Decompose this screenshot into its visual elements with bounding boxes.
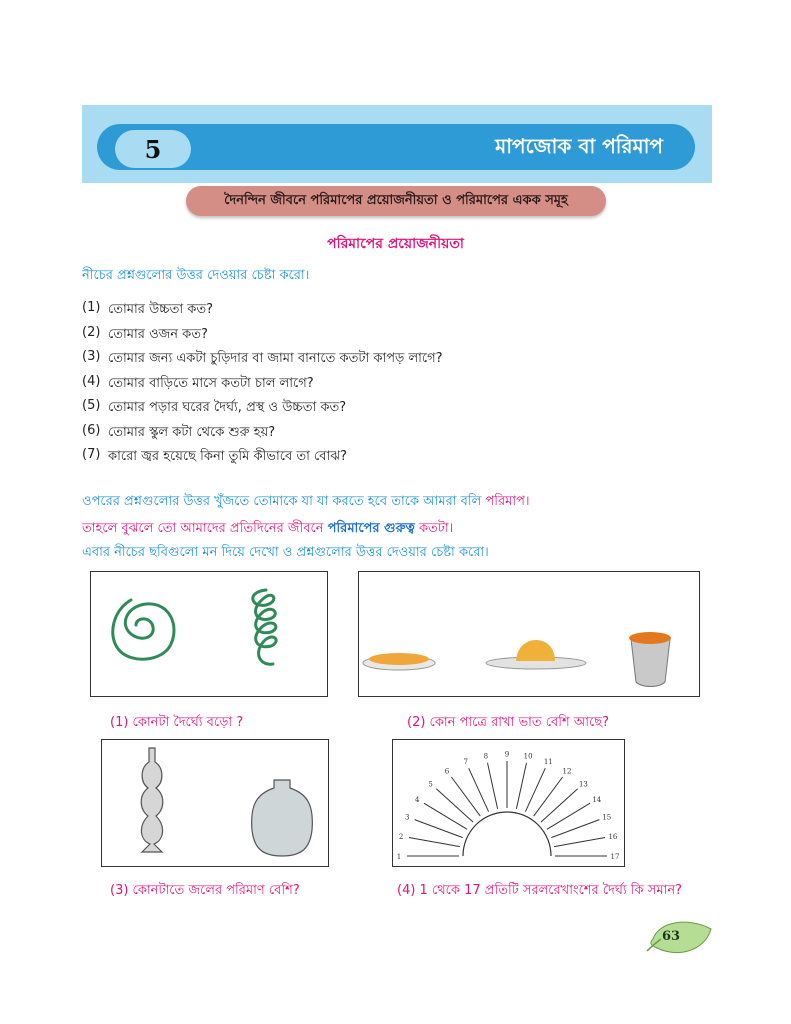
segment-label-12: 12 bbox=[562, 767, 572, 776]
question-number: (3) bbox=[82, 349, 101, 364]
segment-label-17: 17 bbox=[610, 853, 620, 861]
section-title-pill bbox=[186, 186, 606, 216]
segment-label-16: 16 bbox=[608, 833, 618, 841]
highlight-term: পরিমাপের গুরুত্ব bbox=[327, 521, 415, 536]
chapter-title: মাপজোক বা পরিমাপ bbox=[495, 134, 663, 158]
figure-caption-2: (2) কোন পাত্রে রাখা ভাত বেশি আছে? bbox=[407, 715, 610, 730]
tall-vase bbox=[141, 748, 163, 852]
rice-containers-illustration bbox=[359, 572, 699, 696]
line-segment-10 bbox=[516, 763, 526, 809]
question-item bbox=[82, 447, 443, 472]
paragraph-end: কতটা। bbox=[418, 521, 454, 536]
highlight-term: পরিমাপ bbox=[485, 494, 525, 509]
paragraph-definition bbox=[82, 492, 530, 513]
segment-label-8: 8 bbox=[483, 752, 489, 761]
question-item bbox=[82, 325, 443, 350]
figure-curves bbox=[90, 571, 328, 697]
paragraph-text: তাহলে বুঝলে তো আমাদের প্রতিদিনের জীবনে bbox=[82, 521, 324, 536]
segment-label-4: 4 bbox=[414, 796, 420, 804]
question-text: তোমার উচ্চতা কত? bbox=[108, 302, 214, 317]
question-list bbox=[82, 300, 443, 472]
question-number: (2) bbox=[82, 324, 101, 340]
question-text: কারো জ্বর হয়েছে কিনা তুমি কীভাবে তা বোঝ? bbox=[108, 449, 347, 464]
question-item bbox=[82, 423, 443, 448]
figure-caption-3: (3) কোনটাতে জলের পরিমাণ বেশি? bbox=[110, 883, 300, 898]
segment-label-2: 2 bbox=[398, 833, 404, 841]
segment-label-11: 11 bbox=[543, 758, 553, 767]
paragraph-instruction: এবার নীচের ছবিগুলো মন দিয়ে দেখো ও প্রশ্নগুলোর উত্তর দেওয়ার চেষ্টা করো। bbox=[82, 545, 489, 560]
figure-caption-4: (4) 1 থেকে 17 প্রতিটি সরলরেখাংশের দৈর্ঘ্য কি সমান? bbox=[397, 883, 682, 898]
segment-label-13: 13 bbox=[578, 780, 588, 789]
figure-line-segments bbox=[392, 739, 625, 867]
question-text: তোমার জন্য একটা চুড়িদার বা জামা বানাতে কতটা কাপড় লাগে? bbox=[108, 351, 443, 366]
segment-label-5: 5 bbox=[428, 780, 433, 789]
segment-label-3: 3 bbox=[404, 813, 410, 822]
leaf-shape bbox=[651, 922, 711, 952]
coil-curve bbox=[253, 590, 276, 664]
question-number: (1) bbox=[82, 300, 101, 315]
line-segment-8 bbox=[488, 763, 498, 809]
figure-caption-1: (1) কোনটা দৈর্ঘ্যে বড়ো ? bbox=[110, 715, 244, 730]
question-text: তোমার ওজন কত? bbox=[108, 326, 208, 342]
question-number: (4) bbox=[82, 373, 101, 389]
segment-label-1: 1 bbox=[396, 853, 402, 861]
question-number: (7) bbox=[82, 447, 101, 462]
bowl bbox=[631, 639, 670, 687]
chapter-number: 5 bbox=[144, 134, 162, 164]
line-segment-12 bbox=[534, 777, 563, 816]
line-segment-5 bbox=[436, 789, 473, 822]
paragraph-end: । bbox=[524, 494, 530, 509]
line-segment-6 bbox=[451, 777, 480, 816]
segment-label-10: 10 bbox=[523, 752, 533, 761]
paragraph-text: ওপরের প্রশ্নগুলোর উত্তর খুঁজতে তোমাকে যা যা করতে হবে তাকে আমরা বলি bbox=[82, 494, 482, 509]
segment-label-7: 7 bbox=[463, 758, 468, 767]
line-segment-2 bbox=[409, 838, 460, 847]
segment-label-6: 6 bbox=[444, 767, 450, 776]
question-number: (6) bbox=[82, 422, 101, 438]
vessels-illustration bbox=[102, 740, 328, 866]
semicircle-arc bbox=[463, 812, 551, 856]
curves-illustration bbox=[91, 572, 327, 696]
line-segment-16 bbox=[554, 838, 605, 847]
question-item bbox=[82, 398, 443, 423]
page-number: 63 bbox=[662, 929, 681, 944]
line-segment-13 bbox=[541, 789, 578, 822]
section-title: দৈনন্দিন জীবনে পরিমাপের প্রয়োজনীয়তা ও পরিমাপের একক সমূহ bbox=[224, 192, 568, 208]
question-text: তোমার পড়ার ঘরের দৈর্ঘ্য, প্রস্থ ও উচ্চতা কত? bbox=[108, 400, 347, 415]
question-number: (5) bbox=[82, 398, 101, 413]
rice-in-bowl bbox=[629, 632, 671, 644]
round-pot bbox=[252, 780, 313, 856]
question-item bbox=[82, 300, 443, 325]
question-text: তোমার স্কুল কটা থেকে শুরু হয়? bbox=[108, 424, 276, 440]
question-item bbox=[82, 374, 443, 399]
rice-on-plate-2 bbox=[516, 640, 555, 661]
intro-text: নীচের প্রশ্নগুলোর উত্তর দেওয়ার চেষ্টা করো। bbox=[82, 268, 310, 283]
sub-title: পরিমাপের প্রয়োজনীয়তা bbox=[327, 236, 464, 252]
line-segments-illustration bbox=[393, 740, 624, 866]
chapter-number-pill bbox=[115, 130, 191, 168]
rice-on-plate-1 bbox=[369, 653, 429, 665]
question-item bbox=[82, 349, 443, 374]
segment-label-9: 9 bbox=[504, 750, 510, 759]
segment-label-14: 14 bbox=[592, 796, 602, 804]
question-text: তোমার বাড়িতে মাসে কতটা চাল লাগে? bbox=[108, 375, 314, 391]
segment-label-15: 15 bbox=[602, 813, 612, 822]
figure-water-vessels bbox=[101, 739, 329, 867]
paragraph-importance bbox=[82, 519, 453, 540]
spiral-curve bbox=[113, 600, 174, 659]
figure-rice-containers bbox=[358, 571, 700, 697]
